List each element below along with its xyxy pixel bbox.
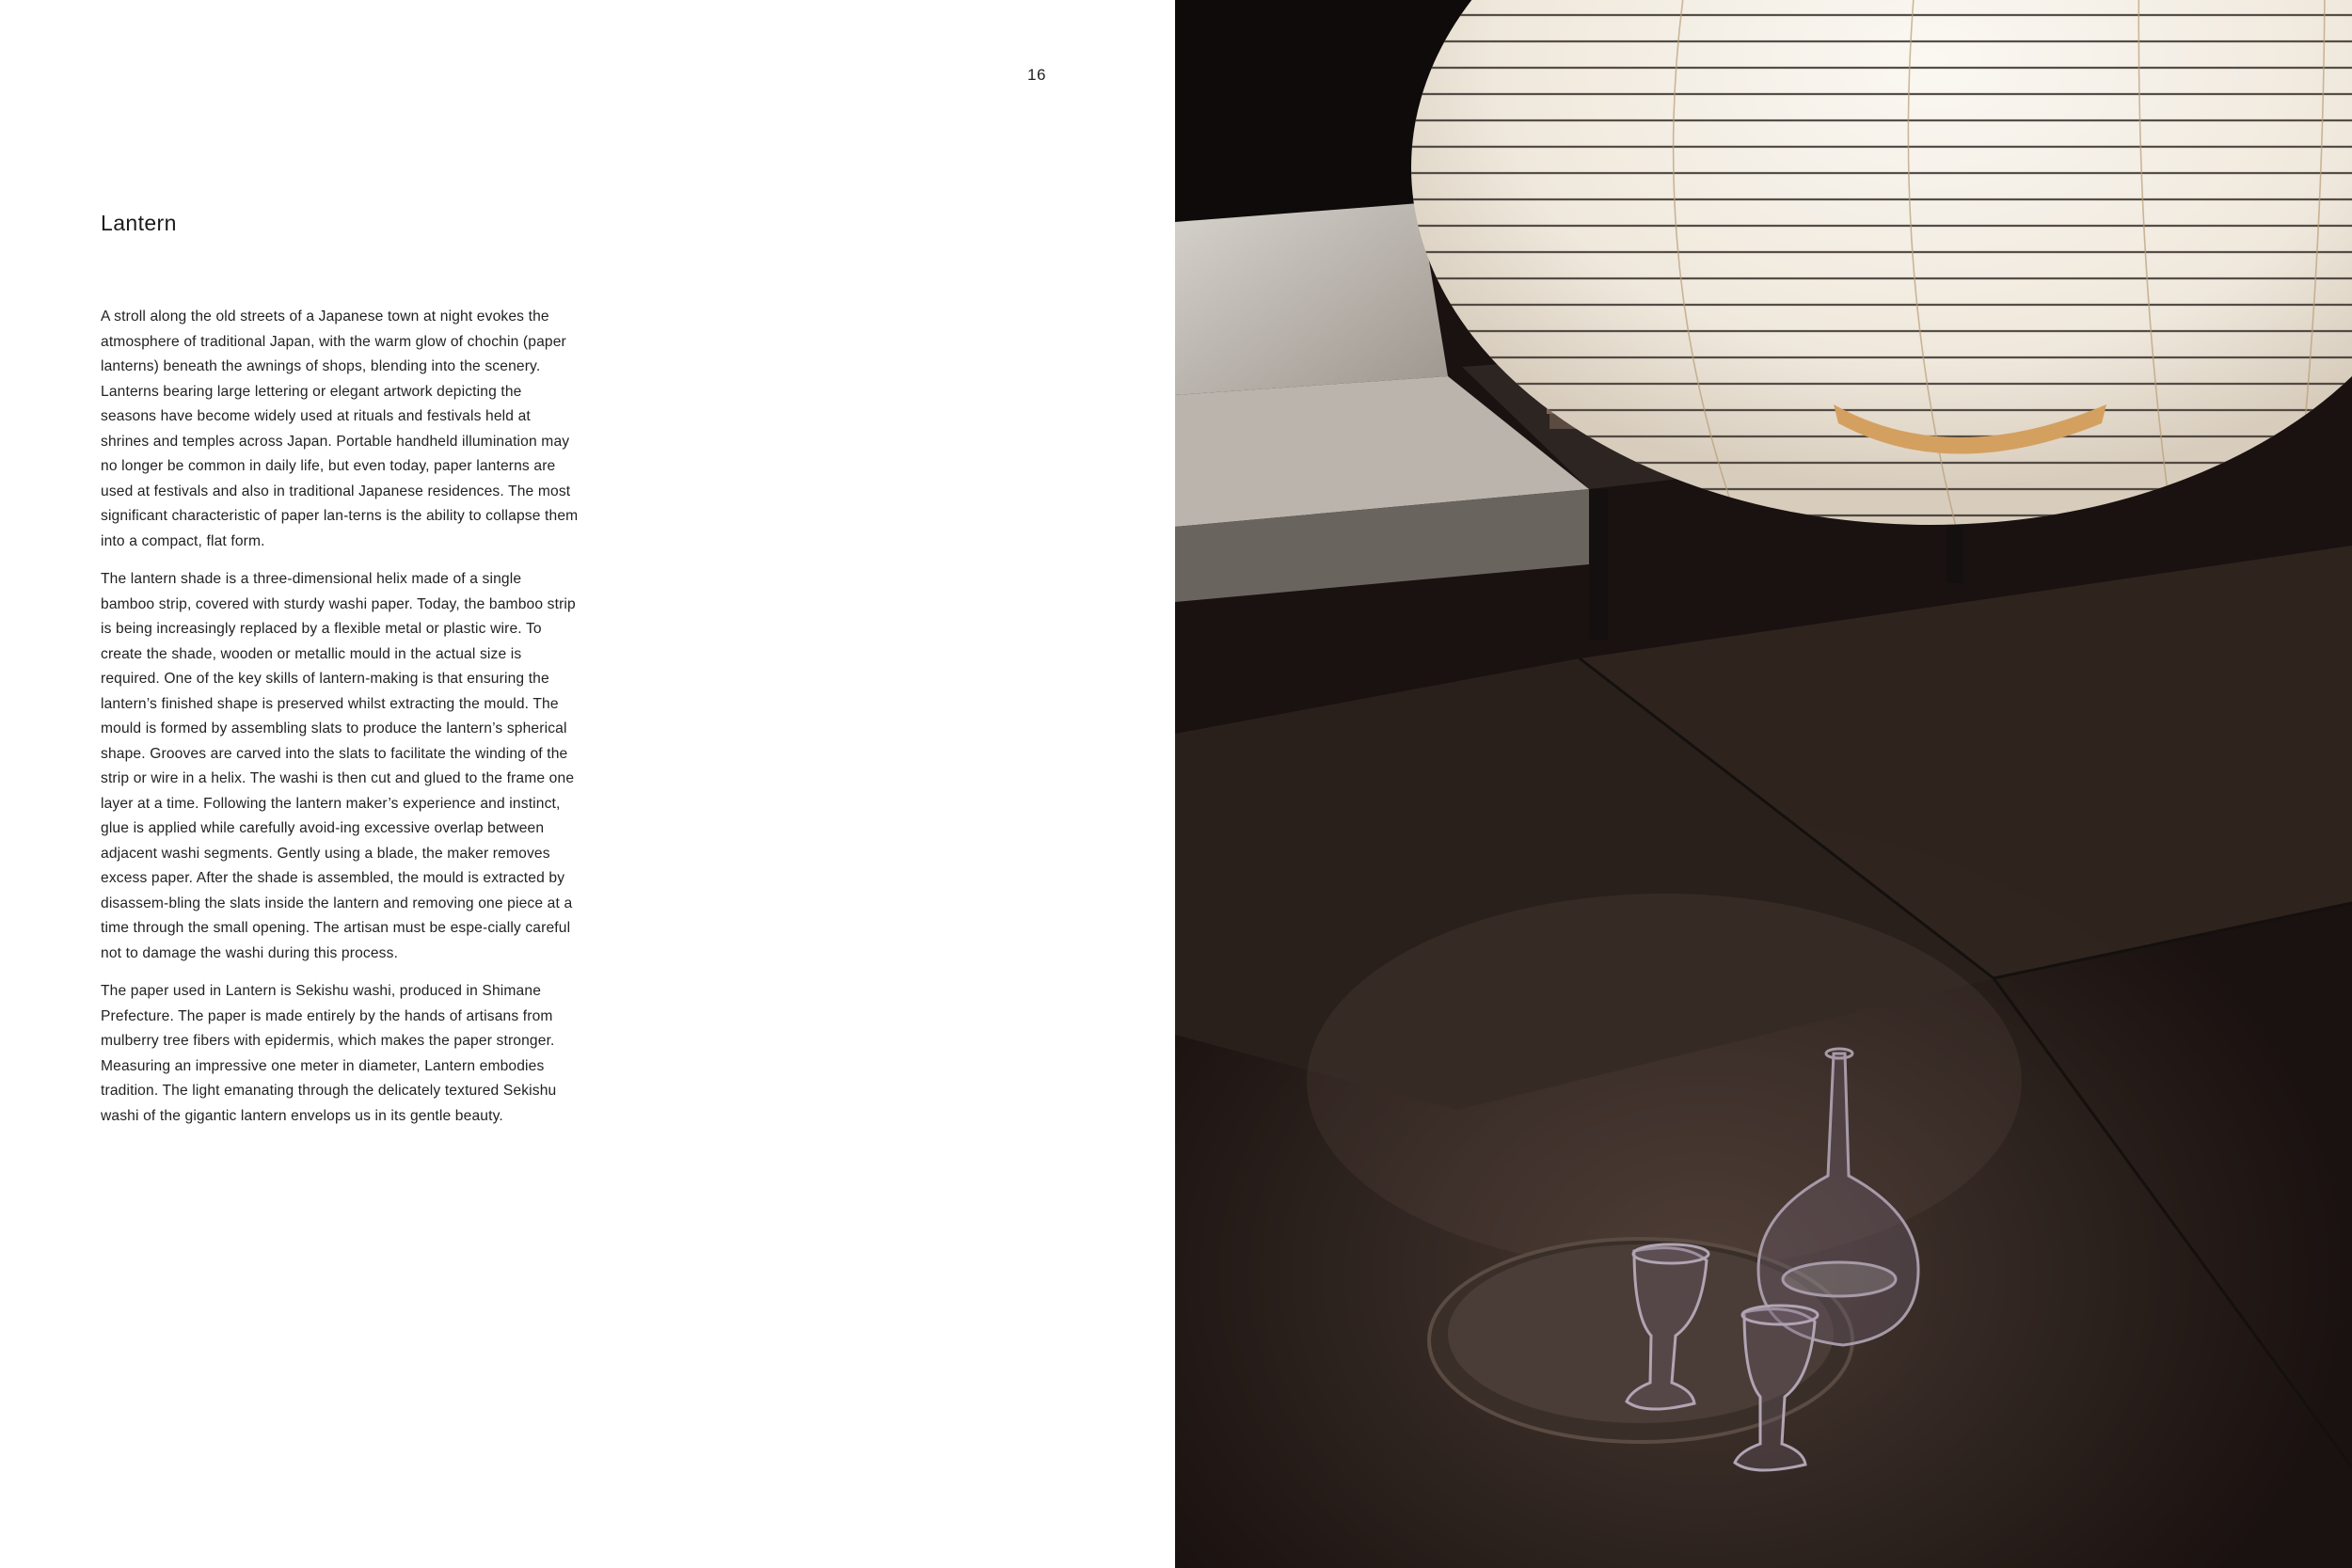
article-body bbox=[101, 305, 579, 1142]
left-page bbox=[0, 0, 1175, 1568]
article-title: Lantern bbox=[101, 211, 177, 235]
right-page-photo bbox=[1175, 0, 2352, 1568]
paragraph-1: A stroll along the old streets of a Japanese town at night evokes the atmosphere of traditional Japan, with the warm glow of chochin (paper lanterns) beneath the awnings of shops, blending into the scenery. Lanterns bearing large lettering or elegant artwork depicting the seasons have become widely used at rituals and festivals held at shrines and temples across Japan. Portable handheld illumination may no longer be common in daily life, but even today, paper lanterns are used at festivals and also in traditional Japanese residences. The most significant characteristic of paper lan-terns is the ability to collapse them into a compact, flat form. bbox=[101, 309, 579, 549]
lantern-interior-photo bbox=[1175, 0, 2352, 1568]
page-number-right: 17 bbox=[2232, 66, 2250, 84]
paragraph-2: The lantern shade is a three-dimensional helix made of a single bamboo strip, covered with sturdy washi paper. Today, the bamboo strip is being increasingly replaced by a flexible metal or plastic wire. To create the shade, wooden or metallic mould in the actual size is required. One of the key skills of lantern-making is that ensuring the lantern’s finished shape is preserved whilst extracting the mould. The mould is formed by assembling slats to produce the lantern’s spherical shape. Grooves are carved into the slats to facilitate the winding of the strip or wire in a helix. The washi is then cut and glued to the frame one layer at a time. Following the lantern maker’s experience and instinct, glue is applied while carefully avoid-ing excessive overlap between adjacent washi segments. Gently using a blade, the maker removes excess paper. After the shade is assembled, the mould is extracted by disassem-bling the slats inside the lantern and removing one piece at a time through the small opening. The artisan must be espe-cially careful not to damage the washi during this process. bbox=[101, 571, 576, 961]
page-number-left: 16 bbox=[1027, 66, 1046, 84]
paragraph-3: The paper used in Lantern is Sekishu washi, produced in Shimane Prefecture. The paper is made entirely by the hands of artisans from mulberry tree fibers with epidermis, which makes the paper stronger. Measuring an impressive one meter in diameter, Lantern embodies tradition. The light emanating through the delicately textured Sekishu washi of the gigantic lantern envelops us in its gentle beauty. bbox=[101, 983, 557, 1124]
